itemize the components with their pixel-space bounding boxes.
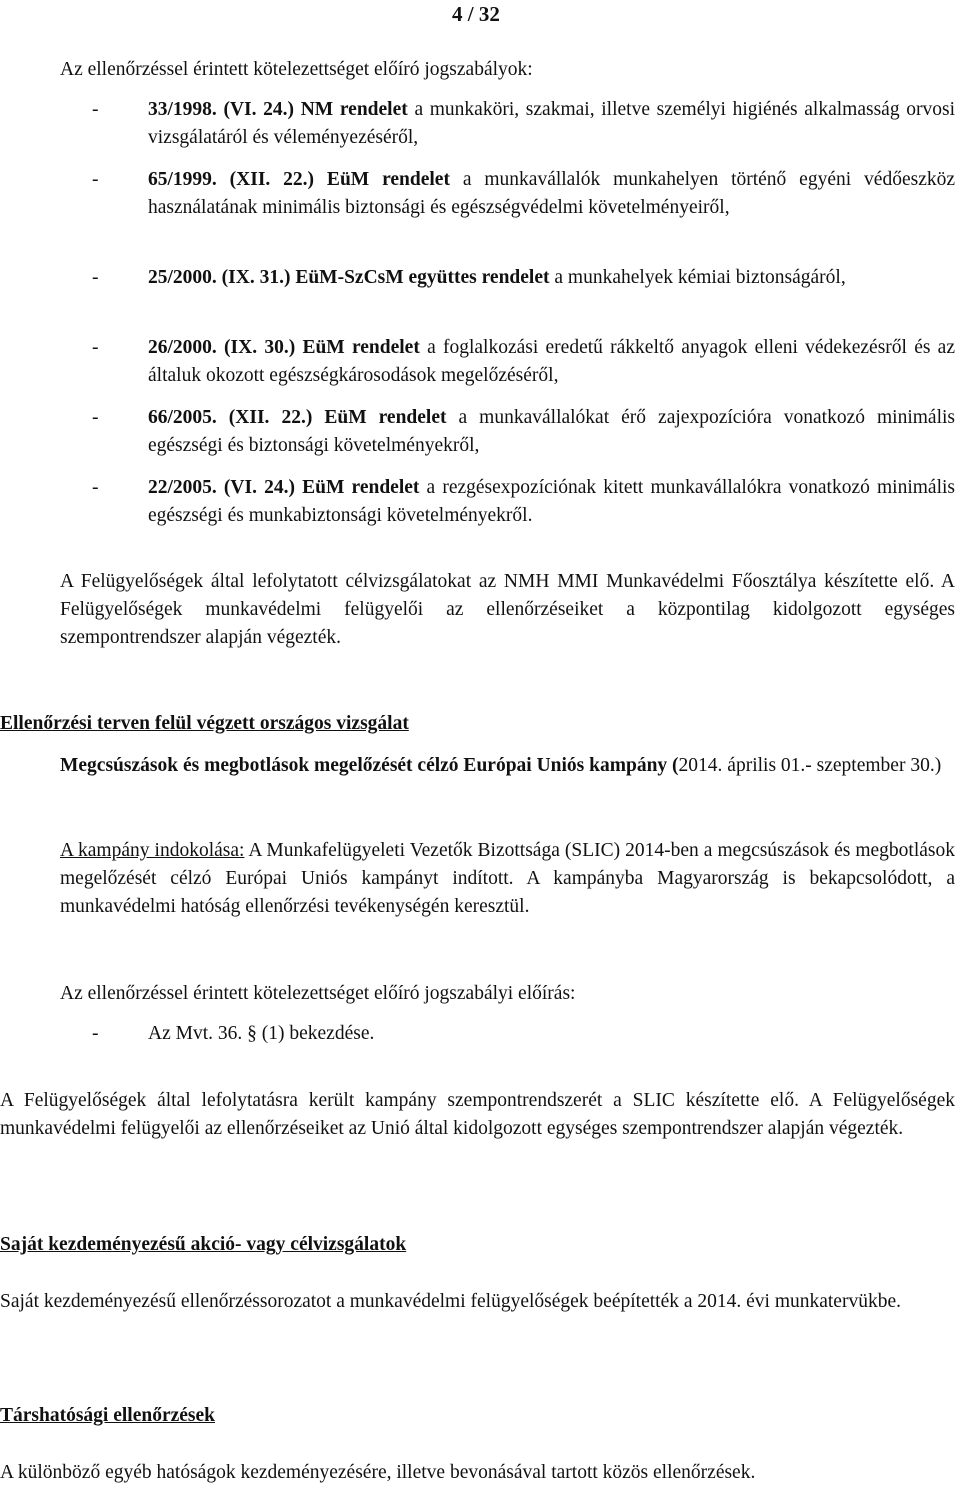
law-desc: a munkavállalók munkahelyen történő egyéni védőeszköz használatának minimális biztonsági és egészségvédelmi követelményeiről, [148,169,956,218]
list-dash: - [92,407,99,428]
section-heading-tarshatosagi [0,1402,215,1430]
law-text [148,334,955,390]
heading-text: Ellenőrzési terven felül végzett országos vizsgálat [0,713,409,734]
law-desc: a munkavállalókat érő zajexpozícióra vonatkozó minimális egészségi és biztonsági követelményekről, [148,407,955,456]
law-ref: 22/2005. (VI. 24.) EüM rendelet [148,477,420,498]
campaign-reason-label: A kampány indokolása: [60,840,245,861]
section-heading-sajat [0,1231,406,1259]
law-desc: a munkaköri, szakmai, illetve személyi higiénés alkalmasság orvosi vizsgálatáról és véleményezéséről, [148,99,956,148]
law-ref: 25/2000. (IX. 31.) EüM-SzCsM együttes rendelet [148,267,550,288]
section-heading-orszagos [0,710,409,738]
page-number: 4 / 32 [452,2,500,26]
campaign-reason [60,837,955,921]
law-desc: a foglalkozási eredetű rákkeltő anyagok elleni védekezésről és az általuk okozott egészségkárosodások megelőzéséről, [148,337,955,386]
heading-text: Saját kezdeményezésű akció- vagy célvizsgálatok [0,1234,407,1255]
law-desc: a munkahelyek kémiai biztonságáról, [549,267,846,288]
campaign-law: Az Mvt. 36. § (1) bekezdése. [148,1023,375,1044]
list-dash: - [92,169,99,190]
paragraph-felugyelosegek: A Felügyelőségek által lefolytatott célvizsgálatokat az NMH MMI Munkavédelmi Főosztálya készítette elő. A Felügyelőségek munkavédelmi felügyelői az ellenőrzéseiket a központilag kidolgozott egységes szempontrendszer alapján végezték. [60,571,955,648]
list-dash: - [92,337,99,358]
law-ref: 65/1999. (XII. 22.) EüM rendelet [148,169,450,190]
paragraph-slic: A Felügyelőségek által lefolytatásra került kampány szempontrendszerét a SLIC készítette elő. A Felügyelőségek munkavédelmi felügyelői az ellenőrzéseiket az Unió által kidolgozott egységes szempontrendszer alapján végezték. [0,1090,955,1139]
list-dash: - [92,267,99,288]
campaign-dates: 2014. április 01.- szeptember 30.) [678,755,942,776]
intro-text: Az ellenőrzéssel érintett kötelezettséget előíró jogszabályok: [60,59,533,80]
law-desc: a rezgésexpozíciónak kitett munkavállalókra vonatkozó minimális egészségi és munkabiztonsági követelményekről. [148,477,956,526]
law-text [148,166,955,222]
campaign-intro: Az ellenőrzéssel érintett kötelezettséget előíró jogszabályi előírás: [60,983,576,1004]
law-ref: 26/2000. (IX. 30.) EüM rendelet [148,337,420,358]
paragraph-sajat: Saját kezdeményezésű ellenőrzéssorozatot a munkavédelmi felügyelőségek beépítették a 2014. évi munkatervükbe. [0,1291,901,1312]
law-text [148,404,955,460]
law-text [148,264,955,292]
law-ref: 66/2005. (XII. 22.) EüM rendelet [148,407,447,428]
list-dash: - [92,99,99,120]
law-ref: 33/1998. (VI. 24.) NM rendelet [148,99,408,120]
law-text [148,96,955,152]
heading-text: Társhatósági ellenőrzések [0,1405,216,1426]
paragraph-tarshatosagi: A különböző egyéb hatóságok kezdeményezésére, illetve bevonásával tartott közös ellenőrzések. [0,1462,756,1483]
campaign-reason-text: A Munkafelügyeleti Vezetők Bizottsága (SLIC) 2014-ben a megcsúszások és megbotlások megelőzését célzó Európai Uniós kampányt indított. A kampányba Magyarország is bekapcsolódott, a munkavédelmi hatóság ellenőrzési tevékenységén keresztül. [60,840,955,917]
campaign-title-bold: Megcsúszások és megbotlások megelőzését célzó Európai Uniós kampány ( [60,755,679,776]
campaign-title [60,752,955,780]
law-text [148,474,955,530]
list-dash: - [92,477,99,498]
list-dash: - [92,1023,99,1044]
